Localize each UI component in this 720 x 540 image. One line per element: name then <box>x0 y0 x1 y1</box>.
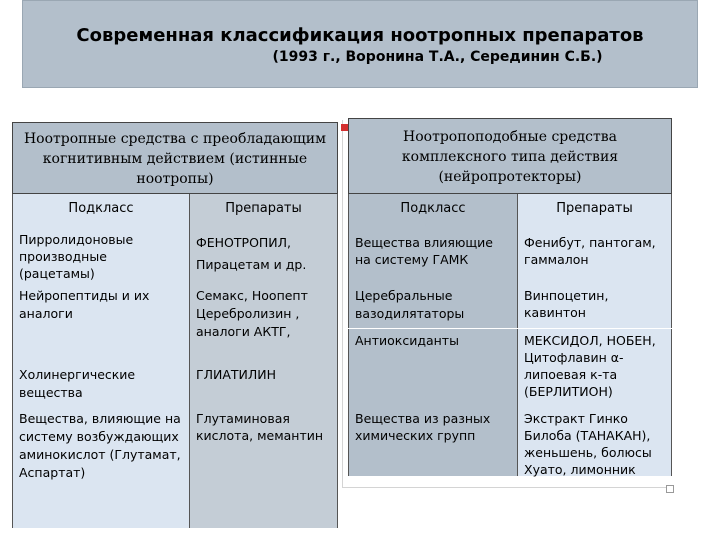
left-col-header-drugs: Препараты <box>190 194 338 228</box>
red-square-marker <box>341 124 348 131</box>
corner-square-marker <box>666 485 674 493</box>
left-row-1-subclass: Пирролидоновые производные (рацетамы) <box>12 228 190 284</box>
page-title: Современная классификация ноотропных препаратов <box>76 25 644 46</box>
right-col-header-subclass: Подкласс <box>348 194 518 228</box>
frame-line-vertical <box>342 120 343 488</box>
frame-line-horizontal <box>342 487 672 488</box>
right-row-3-subclass: Антиоксиданты <box>348 329 518 404</box>
right-row-4-drugs: Экстракт Гинко Билоба (ТАНАКАН), женьшень, болюсы Хуато, лимонник <box>518 404 672 476</box>
left-row-2-drugs: Семакс, Ноопепт Церебролизин , аналоги АКТГ, <box>190 284 338 360</box>
title-banner <box>22 0 698 88</box>
right-row-2-subclass: Церебральные вазодилятаторы <box>348 284 518 328</box>
left-row-4-subclass: Вещества, влияющие на систему возбуждающих аминокислот (Глутамат, Аспартат) <box>12 404 190 528</box>
right-panel-header: Ноотропоподобные средства комплексного типа действия (нейропротекторы) <box>348 118 672 194</box>
right-row-4-subclass: Вещества из разных химических групп <box>348 404 518 476</box>
left-panel-header: Ноотропные средства с преобладающим когнитивным действием (истинные ноотропы) <box>12 122 338 194</box>
right-row-1-drugs: Фенибут, пантогам, гаммалон <box>518 228 672 284</box>
left-row-3-drugs: ГЛИАТИЛИН <box>190 360 338 404</box>
right-row-1-subclass: Вещества влияющие на систему ГАМК <box>348 228 518 284</box>
left-row-4-drugs: Глутаминовая кислота, мемантин <box>190 404 338 528</box>
left-row-2-subclass: Нейропептиды и их аналоги <box>12 284 190 360</box>
left-row-1-drugs: ФЕНОТРОПИЛ, Пирацетам и др. <box>190 228 338 284</box>
left-col-header-subclass: Подкласс <box>12 194 190 228</box>
page-subtitle: (1993 г., Воронина Т.А., Серединин С.Б.) <box>272 49 603 65</box>
right-row-2-drugs: Винпоцетин, кавинтон <box>518 284 672 328</box>
right-row-3-drugs: МЕКСИДОЛ, НОБЕН, Цитофлавин α-липоевая к-та (БЕРЛИТИОН) <box>518 329 672 404</box>
left-row-3-subclass: Холинергические вещества <box>12 360 190 404</box>
right-col-header-drugs: Препараты <box>518 194 672 228</box>
